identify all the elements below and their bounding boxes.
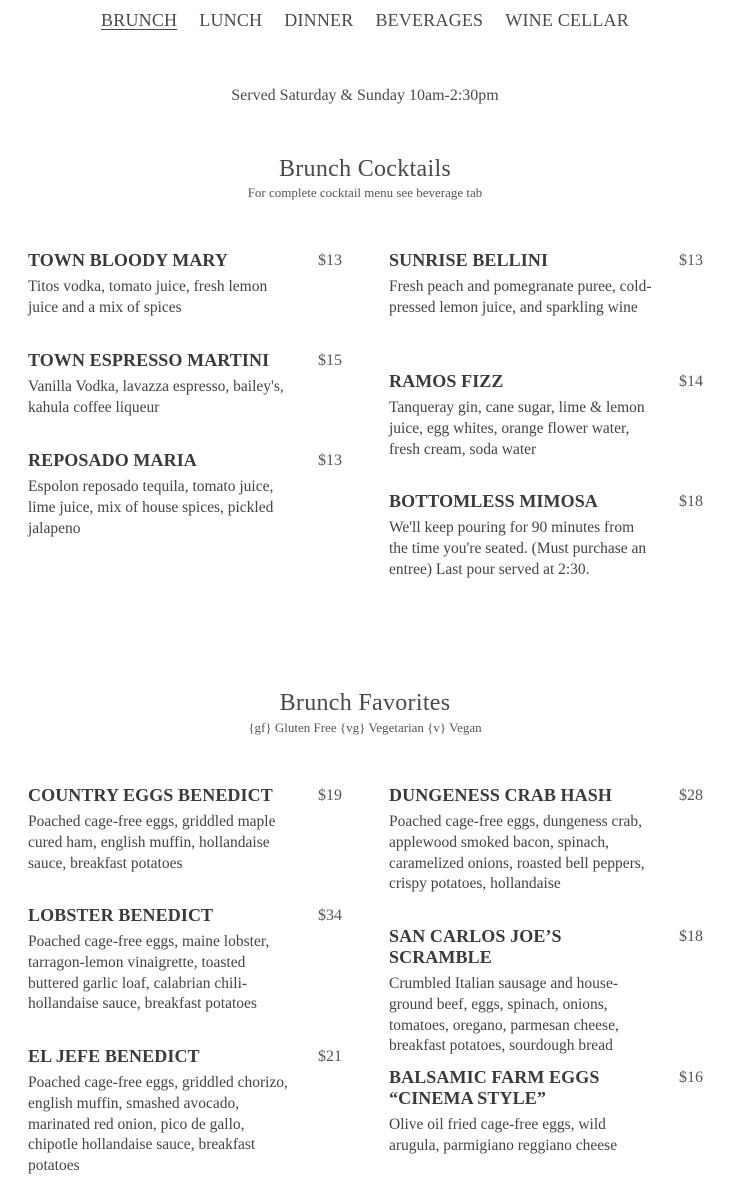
- section-subtitle-cocktails: For complete cocktail menu see beverage tab: [247, 185, 483, 200]
- item-name: BOTTOMLESS MIMOSA: [389, 491, 598, 511]
- item-description: Poached cage-free eggs, griddled maple cured ham, english muffin, hollandaise sauce, breakfast potatoes: [28, 813, 276, 872]
- item-name: EL JEFE BENEDICT: [28, 1046, 200, 1066]
- menu-item: [28, 350, 342, 419]
- nav-wine-cellar[interactable]: WINE CELLAR: [505, 10, 629, 30]
- item-name: SUNRISE BELLINI: [389, 250, 549, 270]
- item-price: $21: [318, 1048, 342, 1065]
- item-name: TOWN BLOODY MARY: [28, 250, 228, 270]
- item-price: $19: [318, 787, 342, 804]
- menu-item: [28, 785, 342, 874]
- item-price: $14: [679, 373, 703, 390]
- item-name: DUNGENESS CRAB HASH: [389, 785, 612, 805]
- item-price: $18: [679, 493, 703, 510]
- item-description: Titos vodka, tomato juice, fresh lemon juice and a mix of spices: [28, 278, 268, 316]
- item-name: LOBSTER BENEDICT: [28, 905, 214, 925]
- nav-lunch[interactable]: LUNCH: [199, 10, 263, 30]
- item-price: $18: [679, 928, 703, 945]
- item-name: BALSAMIC FARM EGGS “CINEMA STYLE”: [389, 1067, 600, 1108]
- item-description: Olive oil fried cage-free eggs, wild arugula, parmigiano reggiano cheese: [389, 1116, 618, 1154]
- item-description: Vanilla Vodka, lavazza espresso, bailey's, kahula coffee liqueur: [28, 378, 284, 416]
- menu-item: [389, 491, 703, 580]
- item-name: REPOSADO MARIA: [28, 450, 197, 470]
- menu-item: [28, 905, 342, 1015]
- item-price: $28: [679, 787, 703, 804]
- item-name: COUNTRY EGGS BENEDICT: [28, 785, 273, 805]
- menu-nav: [0, 10, 730, 31]
- item-description: Poached cage-free eggs, maine lobster, tarragon-lemon vinaigrette, toasted buttered garlic loaf, calabrian chili-hollandaise sauce, breakfast potatoes: [28, 933, 270, 1013]
- nav-dinner[interactable]: DINNER: [284, 10, 354, 30]
- menu-item: [389, 250, 703, 319]
- section-title-cocktails: Brunch Cocktails: [278, 156, 452, 182]
- item-name: TOWN ESPRESSO MARTINI: [28, 350, 270, 370]
- item-description: Poached cage-free eggs, dungeness crab, applewood smoked bacon, spinach, caramelized onions, roasted bell peppers, crispy potatoes, hollandaise: [389, 813, 645, 893]
- menu-item: [389, 926, 703, 1057]
- section-title-favorites: Brunch Favorites: [279, 690, 451, 716]
- item-description: Crumbled Italian sausage and house-ground beef, eggs, spinach, onions, tomatoes, oregano, parmesan cheese, breakfast potatoes, sourdough bread: [389, 975, 619, 1055]
- nav-brunch[interactable]: BRUNCH: [101, 10, 178, 30]
- menu-item: [28, 450, 342, 539]
- item-price: $13: [318, 252, 342, 269]
- item-description: Espolon reposado tequila, tomato juice, lime juice, mix of house spices, pickled jalapeno: [28, 478, 274, 537]
- item-description: Fresh peach and pomegranate puree, cold-pressed lemon juice, and sparkling wine: [389, 278, 652, 316]
- menu-item: [389, 371, 703, 460]
- item-description: Tanqueray gin, cane sugar, lime & lemon juice, egg whites, orange flower water, fresh cream, soda water: [389, 399, 645, 458]
- section-subtitle-favorites: {gf} Gluten Free {vg} Vegetarian {v} Vegan: [248, 720, 482, 735]
- item-price: $15: [318, 352, 342, 369]
- menu-item: [389, 785, 703, 895]
- menu-item: [389, 1067, 703, 1157]
- item-description: We'll keep pouring for 90 minutes from the time you're seated. (Must purchase an entree) Last pour served at 2:30.: [389, 519, 647, 578]
- item-price: $13: [318, 452, 342, 469]
- menu-item: [28, 1046, 342, 1177]
- item-price: $34: [318, 907, 342, 924]
- menu-item: [28, 250, 342, 319]
- item-name: SAN CARLOS JOE’S SCRAMBLE: [389, 926, 562, 967]
- nav-beverages[interactable]: BEVERAGES: [375, 10, 484, 30]
- item-price: $13: [679, 252, 703, 269]
- item-name: RAMOS FIZZ: [389, 371, 504, 391]
- item-description: Poached cage-free eggs, griddled chorizo, english muffin, smashed avocado, marinated red onion, pico de gallo, chipotle hollandaise sauce, breakfast potatoes: [28, 1074, 288, 1175]
- served-hours: Served Saturday & Sunday 10am-2:30pm: [231, 87, 499, 104]
- item-price: $16: [679, 1069, 703, 1086]
